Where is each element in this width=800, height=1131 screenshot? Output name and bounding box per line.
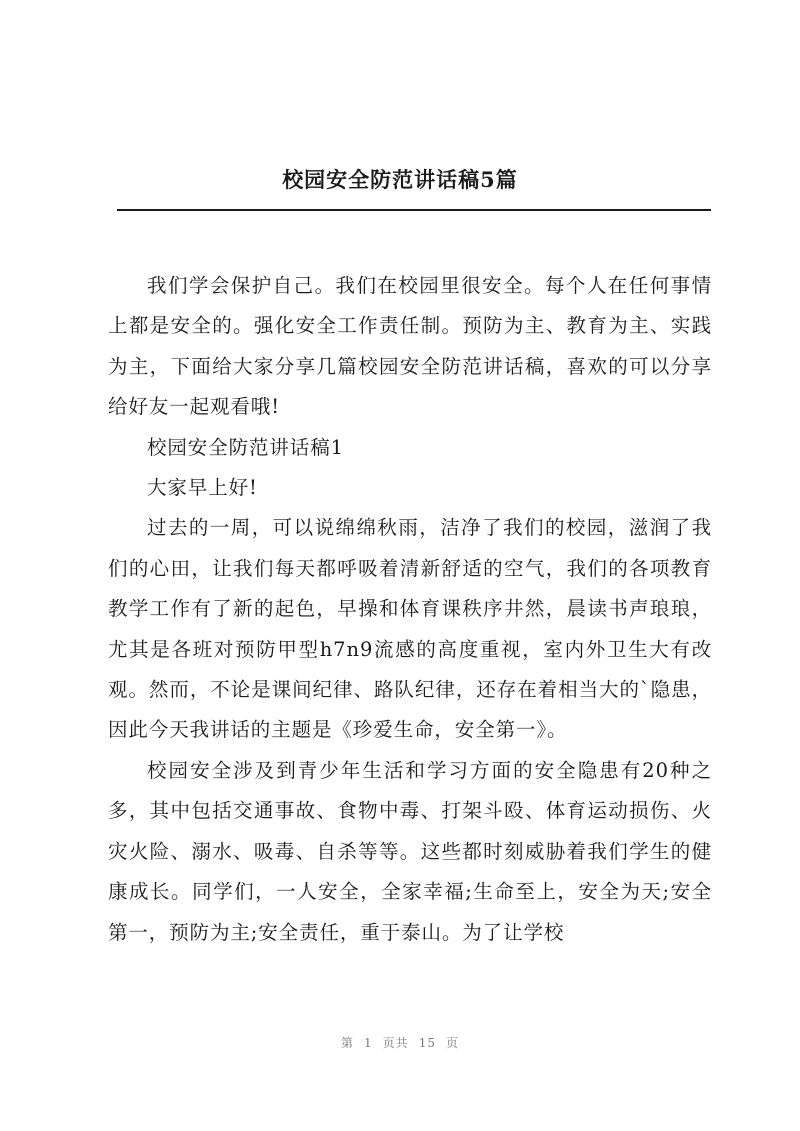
greeting-paragraph: 大家早上好! (147, 476, 258, 500)
document-title: 校园安全防范讲话稿5篇 (282, 167, 518, 192)
page-footer (0, 1034, 800, 1051)
document-body (108, 266, 712, 953)
page-number: 1 (364, 1036, 373, 1050)
footer-mid: 页共 (382, 1036, 409, 1050)
section-heading: 校园安全防范讲话稿1 (147, 435, 344, 459)
intro-paragraph: 我们学会保护自己。我们在校园里很安全。每个人在任何事情上都是安全的。强化安全工作责任制。预防为主、教育为主、实践为主，下面给大家分享几篇校园安全防范讲话稿，喜欢的可以分享给好友一起观看哦! (108, 274, 712, 419)
total-pages: 15 (418, 1036, 436, 1050)
footer-suffix: 页 (445, 1036, 459, 1050)
body-paragraph: 校园安全涉及到青少年生活和学习方面的安全隐患有20种之多，其中包括交通事故、食物中毒、打架斗殴、体育运动损伤、火灾火险、溺水、吸毒、自杀等等。这些都时刻威胁着我们学生的健康成长。同学们，一人安全，全家幸福;生命至上，安全为天;安全第一，预防为主;安全责任，重于泰山。为了让学校 (108, 758, 712, 944)
footer-prefix: 第 (341, 1036, 355, 1050)
title-underline (117, 209, 711, 211)
body-paragraph: 过去的一周，可以说绵绵秋雨，洁净了我们的校园，滋润了我们的心田，让我们每天都呼吸着清新舒适的空气，我们的各项教育教学工作有了新的起色，早操和体育课秩序井然，晨读书声琅琅，尤其是各班对预防甲型h7n9流感的高度重视，室内外卫生大有改观。然而，不论是课间纪律、路队纪律，还存在着相当大的`隐患，因此今天我讲话的主题是《珍爱生命，安全第一》。 (108, 516, 712, 742)
